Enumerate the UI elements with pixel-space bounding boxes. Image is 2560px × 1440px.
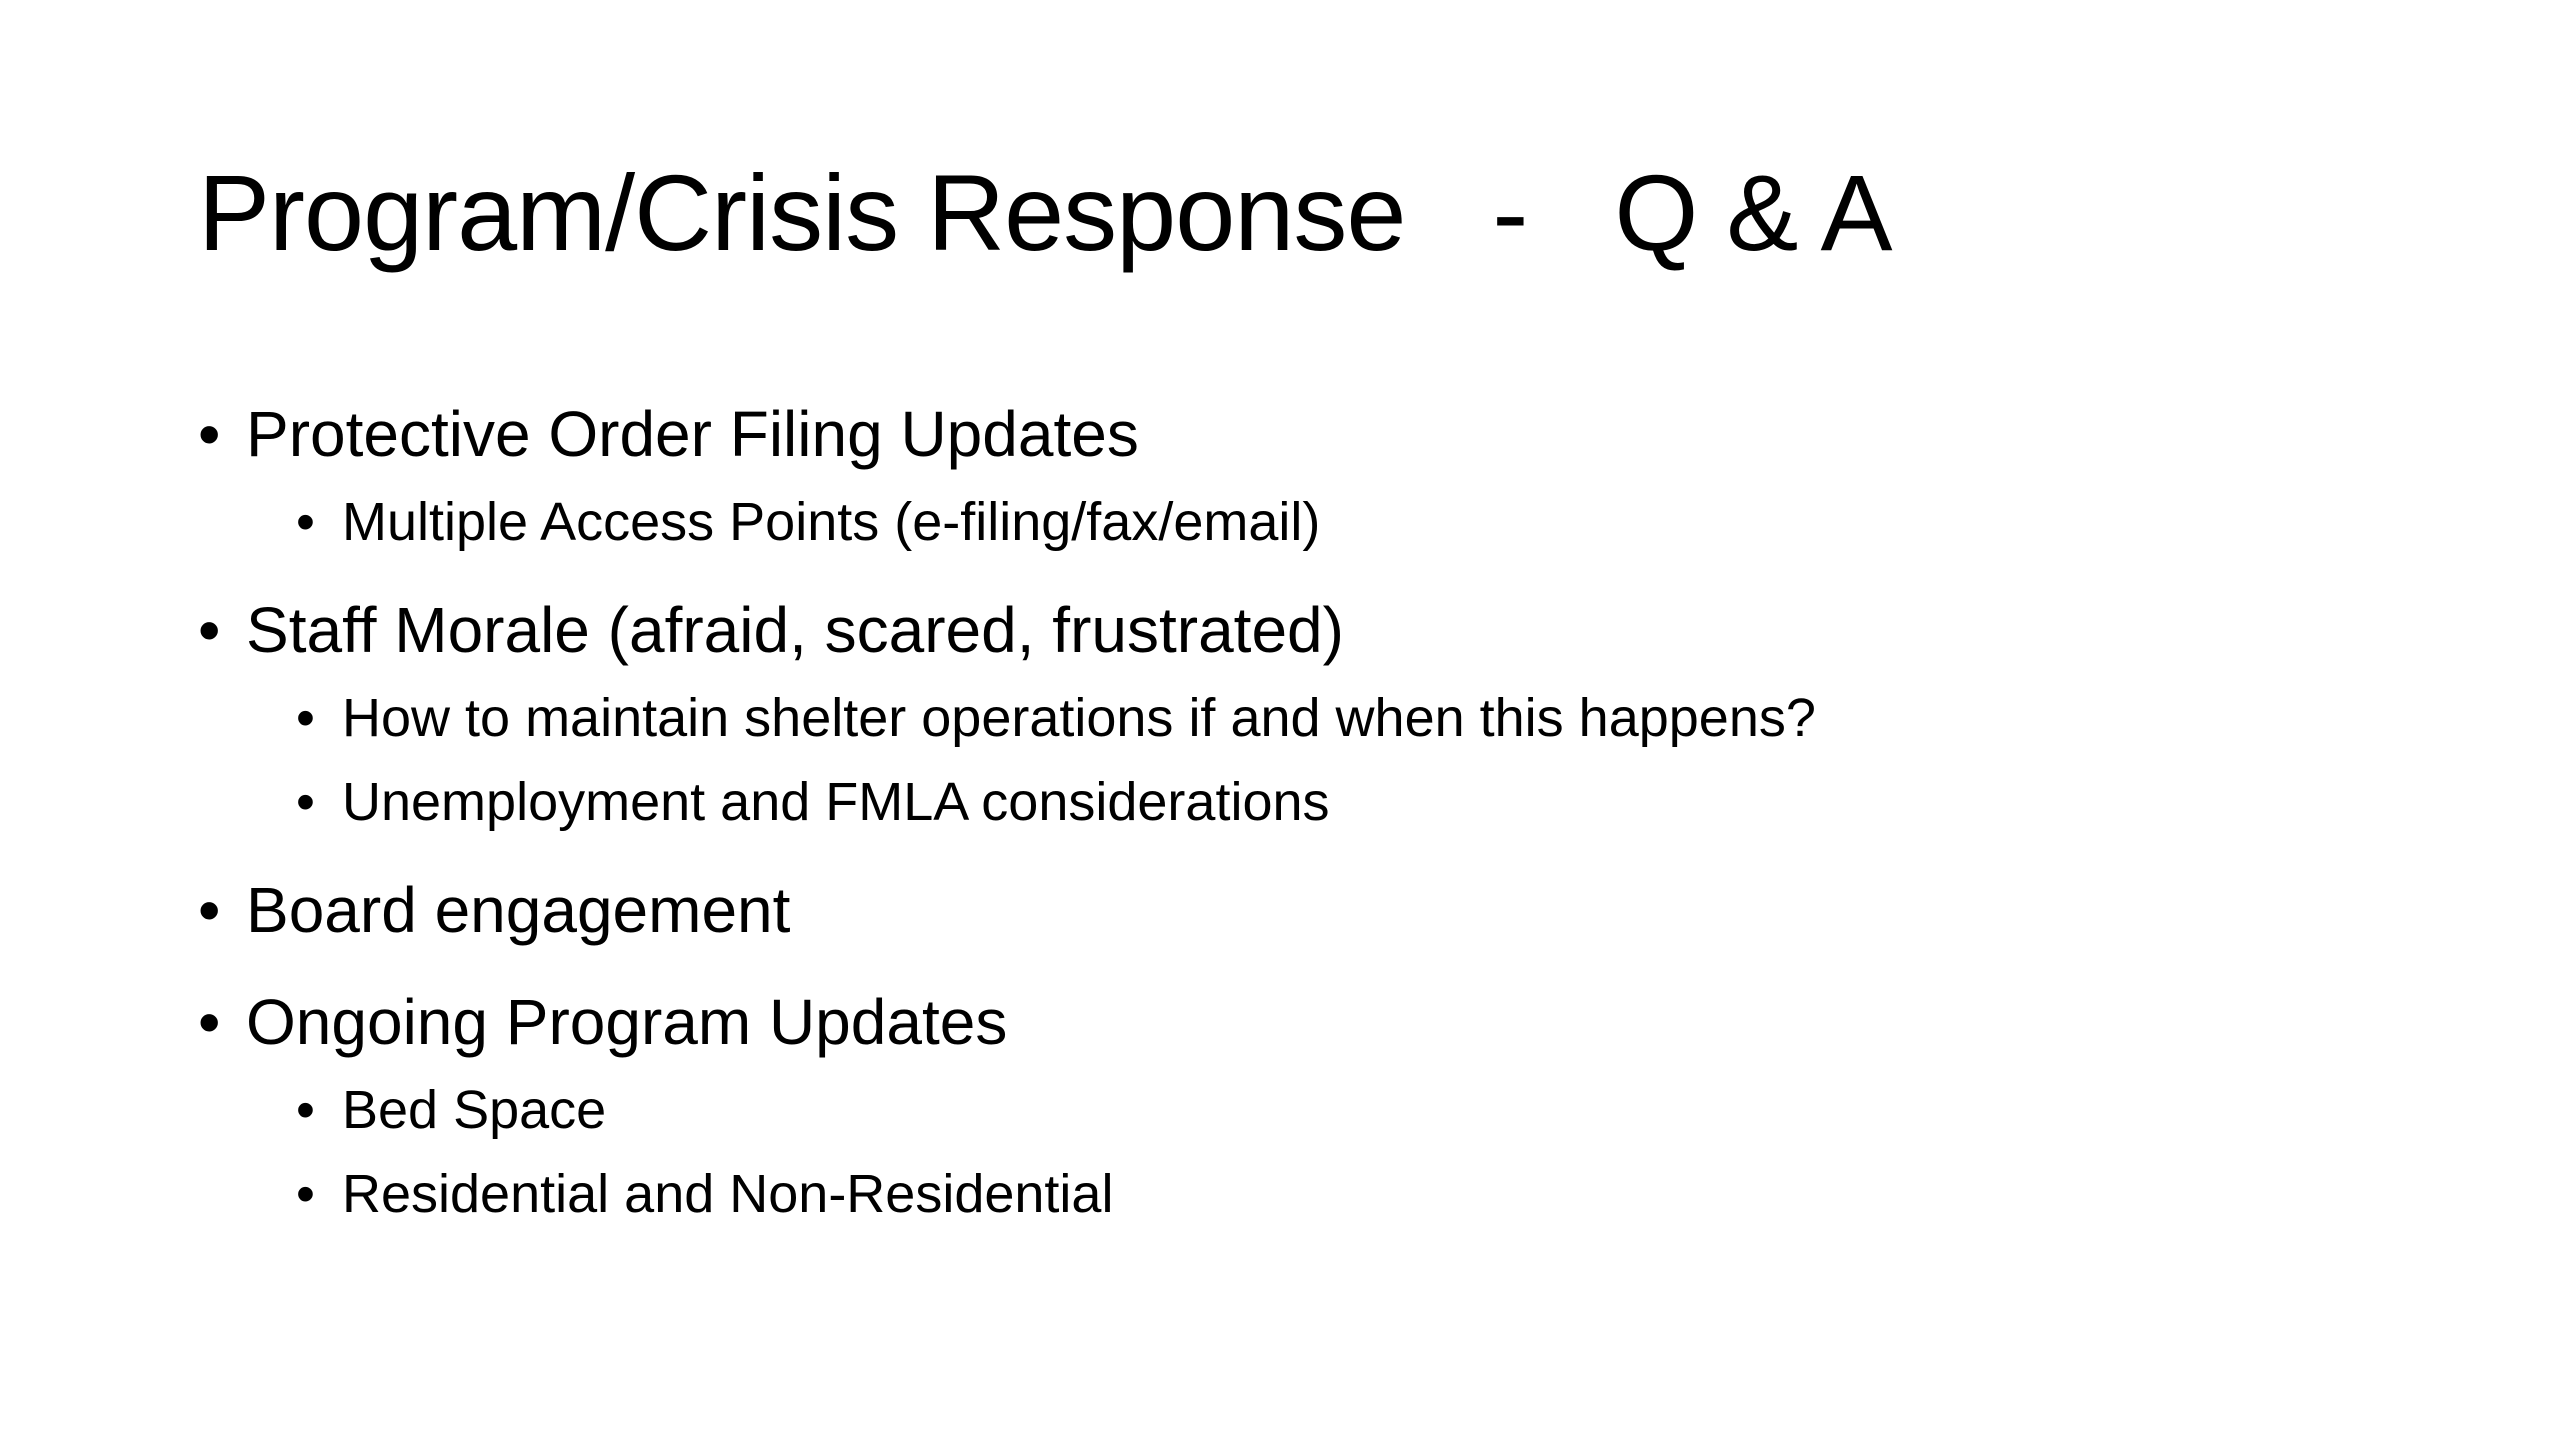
slide-title: Program/Crisis Response - Q & A [198, 152, 1892, 273]
sub-list-item [296, 676, 2398, 760]
sub-list-item [296, 480, 2398, 564]
sub-list-item-text: How to maintain shelter operations if and when this happens? [342, 688, 1816, 748]
bullet-icon: • [296, 772, 315, 832]
list-item-text: Board engagement [246, 874, 791, 946]
bullet-list [198, 388, 2398, 1236]
list-item-text: Protective Order Filing Updates [246, 398, 1139, 470]
bullet-icon: • [296, 492, 315, 552]
list-item [198, 976, 2398, 1068]
list-item [198, 388, 2398, 480]
sub-list-item [296, 1152, 2398, 1236]
sub-list-item-text: Unemployment and FMLA considerations [342, 772, 1330, 832]
list-item-text: Staff Morale (afraid, scared, frustrated) [246, 594, 1344, 666]
bullet-icon: • [198, 986, 221, 1058]
sub-list-item [296, 1068, 2398, 1152]
bullet-icon: • [198, 594, 221, 666]
sub-list-item [296, 760, 2398, 844]
bullet-icon: • [296, 1164, 315, 1224]
bullet-icon: • [198, 874, 221, 946]
bullet-icon: • [296, 688, 315, 748]
sub-list-item-text: Multiple Access Points (e-filing/fax/email) [342, 492, 1321, 552]
bullet-icon: • [296, 1080, 315, 1140]
list-item [198, 864, 2398, 956]
bullet-icon: • [198, 398, 221, 470]
sub-list-item-text: Residential and Non-Residential [342, 1164, 1114, 1224]
list-item-text: Ongoing Program Updates [246, 986, 1008, 1058]
sub-list-item-text: Bed Space [342, 1080, 607, 1140]
list-item [198, 584, 2398, 676]
